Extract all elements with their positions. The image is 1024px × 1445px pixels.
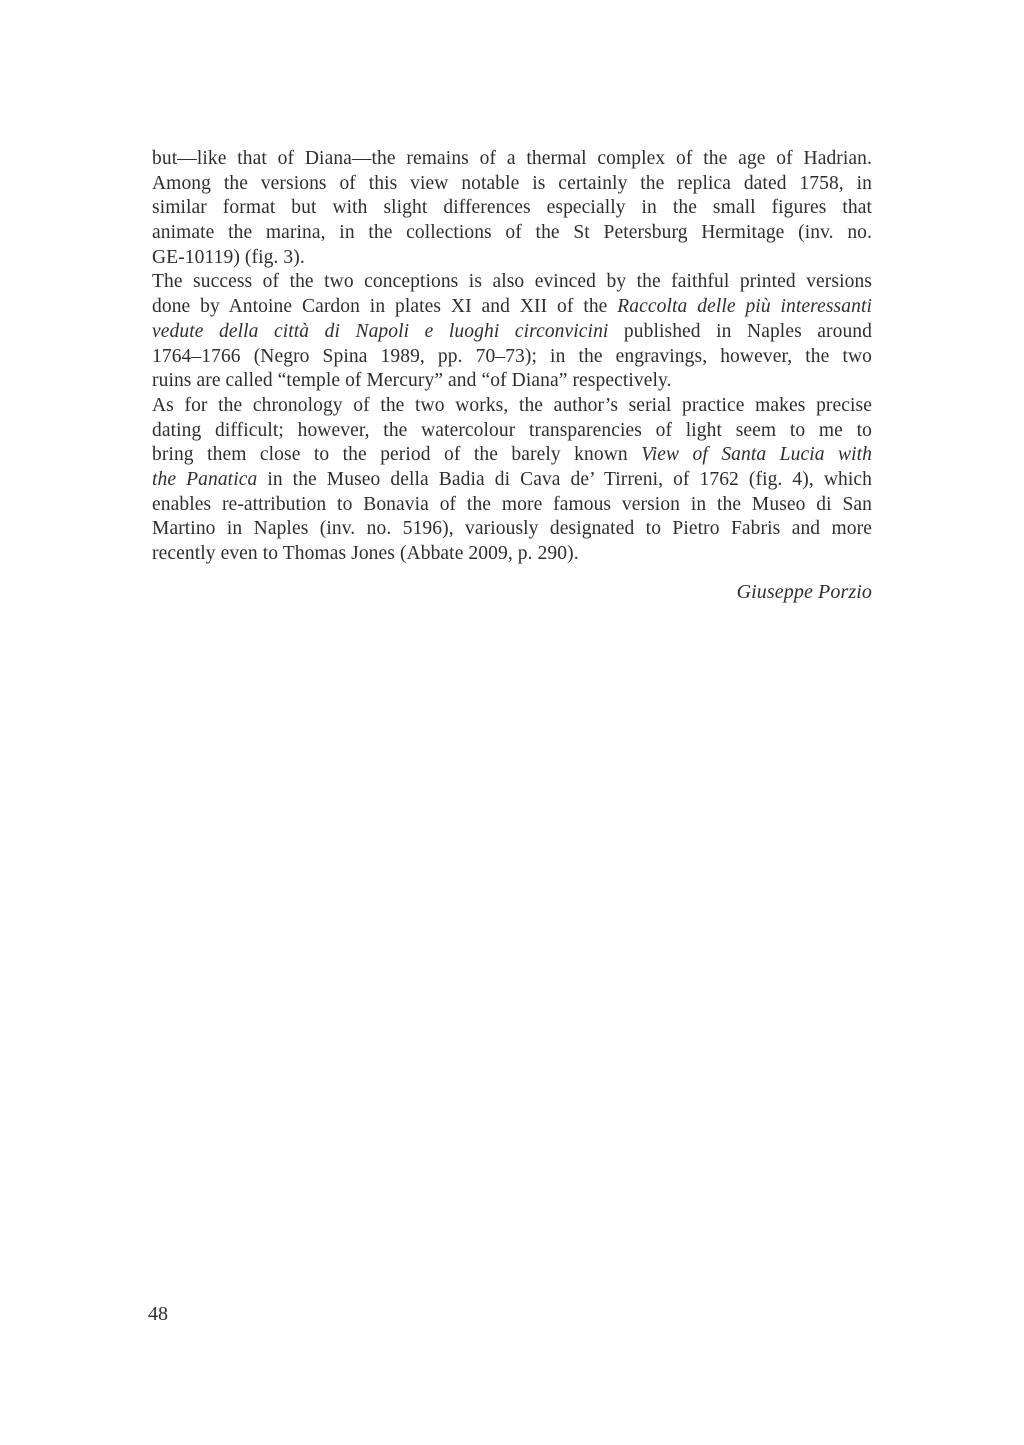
text-line xyxy=(152,419,872,444)
text-segment: published in Naples around xyxy=(608,320,872,342)
text-segment: but—like that of Diana—the remains of a thermal complex of the age of Hadrian. xyxy=(152,148,872,169)
text-segment: Martino in Naples (inv. no. 5196), variously designated to Pietro Fabris and more xyxy=(152,518,872,540)
text-line xyxy=(152,320,872,345)
text-segment: ruins are called “temple of Mercury” and “of Diana” respectively. xyxy=(152,370,672,392)
paragraph xyxy=(152,394,872,567)
text-line xyxy=(152,246,872,271)
text-segment: dating difficult; however, the watercolour transparencies of light seem to me to xyxy=(152,419,872,441)
italic-text-segment: Raccolta delle più interessanti xyxy=(617,296,872,318)
text-line xyxy=(152,196,872,221)
text-segment: done by Antoine Cardon in plates XI and XII of the xyxy=(152,296,618,318)
author-signature: Giuseppe Porzio xyxy=(736,580,872,603)
text-line xyxy=(152,147,872,172)
text-segment: bring them close to the period of the barely known xyxy=(152,444,642,466)
text-segment: animate the marina, in the collections of the St Petersburg Hermitage (inv. no. xyxy=(152,222,872,244)
paragraph xyxy=(152,147,872,270)
text-line xyxy=(152,443,872,468)
paragraph xyxy=(152,270,872,393)
text-line xyxy=(152,270,872,295)
text-line xyxy=(152,172,872,197)
text-line xyxy=(152,517,872,542)
italic-text-segment: vedute della città di Napoli e luoghi circonvicini xyxy=(152,320,609,342)
text-block xyxy=(152,147,872,604)
text-segment: The success of the two conceptions is also evinced by the faithful printed versions xyxy=(152,271,872,293)
text-segment: recently even to Thomas Jones (Abbate 2009, p. 290). xyxy=(152,543,579,564)
text-segment: in the Museo della Badia di Cava de’ Tirreni, of 1762 (fig. 4), which xyxy=(257,468,872,490)
text-line xyxy=(152,369,872,394)
text-line xyxy=(152,542,872,567)
italic-text-segment: the Panatica xyxy=(152,468,258,490)
text-segment: enables re-attribution to Bonavia of the more famous version in the Museo di San xyxy=(152,493,872,515)
text-segment: 1764–1766 (Negro Spina 1989, pp. 70–73); in the engravings, however, the two xyxy=(152,345,872,367)
text-segment: similar format but with slight differences especially in the small figures that xyxy=(152,197,872,219)
text-line xyxy=(152,295,872,320)
text-line xyxy=(152,345,872,370)
italic-text-segment: View of Santa Lucia with xyxy=(641,444,872,466)
page-number: 48 xyxy=(148,1303,168,1325)
text-line xyxy=(152,468,872,493)
text-line xyxy=(152,394,872,419)
text-segment: As for the chronology of the two works, the author’s serial practice makes precise xyxy=(152,394,872,416)
text-line xyxy=(152,493,872,518)
text-line xyxy=(152,221,872,246)
text-segment: GE-10119) (fig. 3). xyxy=(152,246,305,268)
text-segment: Among the versions of this view notable is certainly the replica dated 1758, in xyxy=(152,172,872,194)
